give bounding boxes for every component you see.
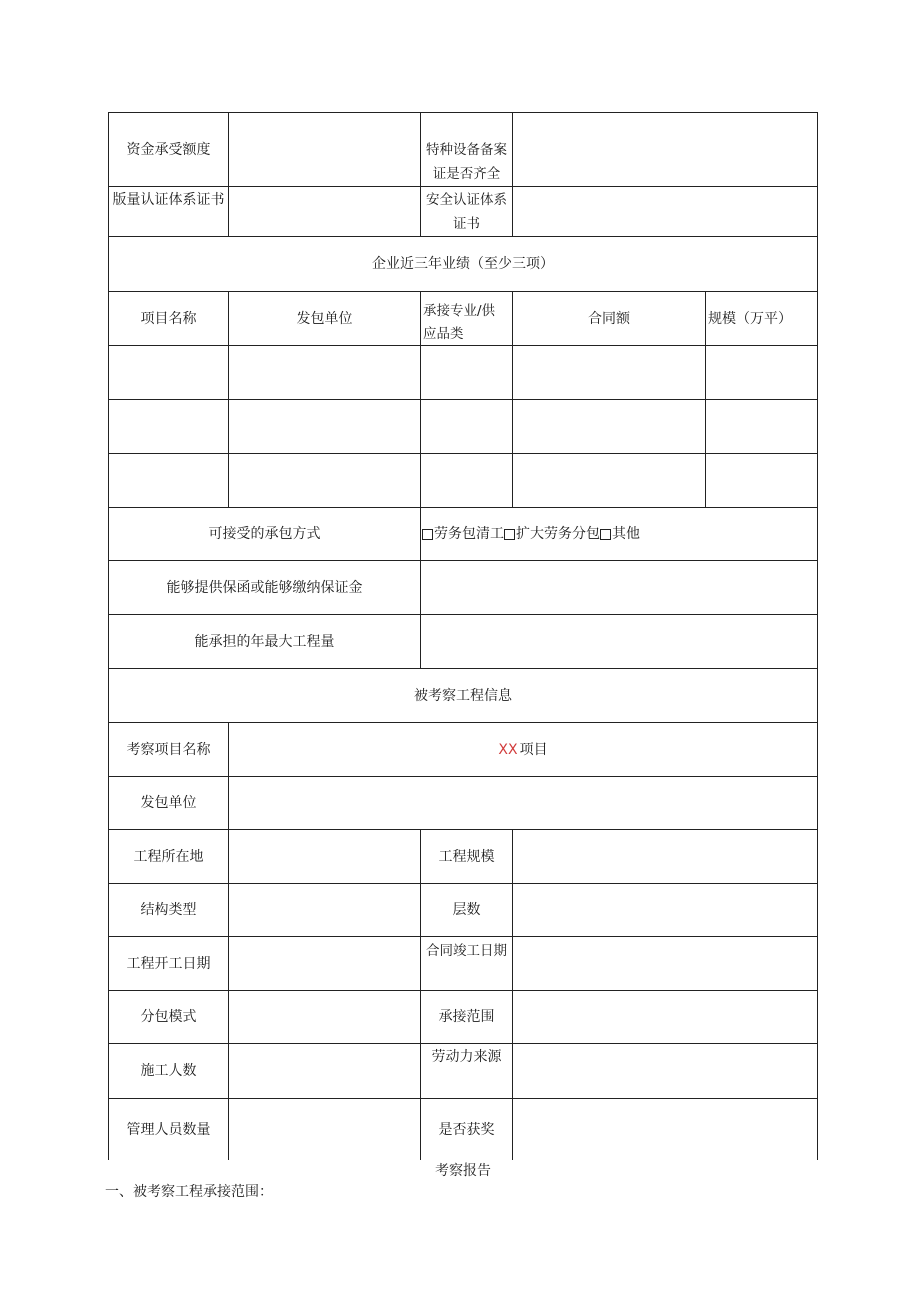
start-date-value[interactable]: [229, 937, 420, 990]
client-value[interactable]: [229, 777, 817, 829]
guarantee-label: 能够提供保函或能够缴纳保证金: [166, 579, 363, 596]
special-equipment-value[interactable]: [513, 113, 817, 186]
labor-source-label: 劳动力来源: [431, 1049, 502, 1065]
project-scale-value[interactable]: [513, 830, 817, 883]
quality-cert-value[interactable]: [229, 187, 420, 236]
subcontract-mode-value[interactable]: [229, 991, 420, 1043]
capital-value[interactable]: [229, 113, 420, 186]
structure-value[interactable]: [229, 884, 420, 936]
project-code: XX: [498, 741, 518, 758]
project-scale-label: 工程规模: [438, 848, 495, 865]
contract-mode-options: 劳务包清工 扩大劳务分包 其他: [421, 508, 817, 560]
managers-label: 管理人员数量: [126, 1121, 211, 1138]
client-label: 发包单位: [140, 795, 197, 811]
header-scale: 规模（万平）: [708, 310, 792, 327]
subcontract-mode-label: 分包模式: [140, 1009, 197, 1025]
location-label: 工程所在地: [133, 848, 204, 865]
location-value[interactable]: [229, 830, 420, 883]
capital-label: 资金承受额度: [126, 141, 211, 158]
performance-title: 企业近三年业绩（至少三项）: [372, 256, 554, 272]
scope-label: 承接范围: [438, 1009, 495, 1025]
safety-cert-label: 安全认证体系 证书: [426, 192, 507, 232]
inspected-project-label: 考察项目名称: [126, 741, 211, 758]
header-contract-amount: 合同额: [588, 310, 630, 327]
managers-value[interactable]: [229, 1099, 420, 1160]
row-line: [108, 453, 818, 454]
awards-label: 是否获奖: [438, 1121, 495, 1138]
report-title: 考察报告: [435, 1163, 491, 1179]
floors-label: 层数: [452, 902, 481, 918]
start-date-label: 工程开工日期: [126, 955, 211, 972]
completion-date-label: 合同竣工日期: [426, 943, 507, 959]
checkbox[interactable]: [422, 529, 433, 540]
guarantee-value[interactable]: [421, 561, 817, 614]
awards-value[interactable]: [513, 1099, 817, 1160]
checkbox[interactable]: [600, 529, 611, 540]
header-client: 发包单位: [296, 310, 353, 327]
max-workload-value[interactable]: [421, 615, 817, 668]
workers-value[interactable]: [229, 1044, 420, 1098]
scope-value[interactable]: [513, 991, 817, 1043]
special-equipment-label: 特种设备备案 证是否齐全: [426, 141, 507, 182]
workers-label: 施工人数: [140, 1063, 197, 1079]
safety-cert-value[interactable]: [513, 187, 817, 236]
checkbox[interactable]: [504, 529, 515, 540]
header-project-name: 项目名称: [140, 310, 197, 327]
header-specialty: 承接专业/供 应品类: [423, 303, 496, 342]
labor-source-value[interactable]: [513, 1044, 817, 1098]
floors-value[interactable]: [513, 884, 817, 936]
report-section-1: 一、被考察工程承接范围：: [105, 1184, 273, 1200]
inspected-project-value[interactable]: XX 项目: [229, 723, 817, 776]
max-workload-label: 能承担的年最大工程量: [194, 633, 335, 650]
inspected-title: 被考察工程信息: [414, 687, 512, 704]
table-border-right: [817, 112, 818, 1160]
completion-date-value[interactable]: [513, 937, 817, 990]
contract-mode-label: 可接受的承包方式: [208, 526, 321, 542]
structure-label: 结构类型: [140, 902, 197, 918]
quality-cert-label: 版量认证体系证书: [112, 192, 225, 208]
row-line: [108, 399, 818, 400]
